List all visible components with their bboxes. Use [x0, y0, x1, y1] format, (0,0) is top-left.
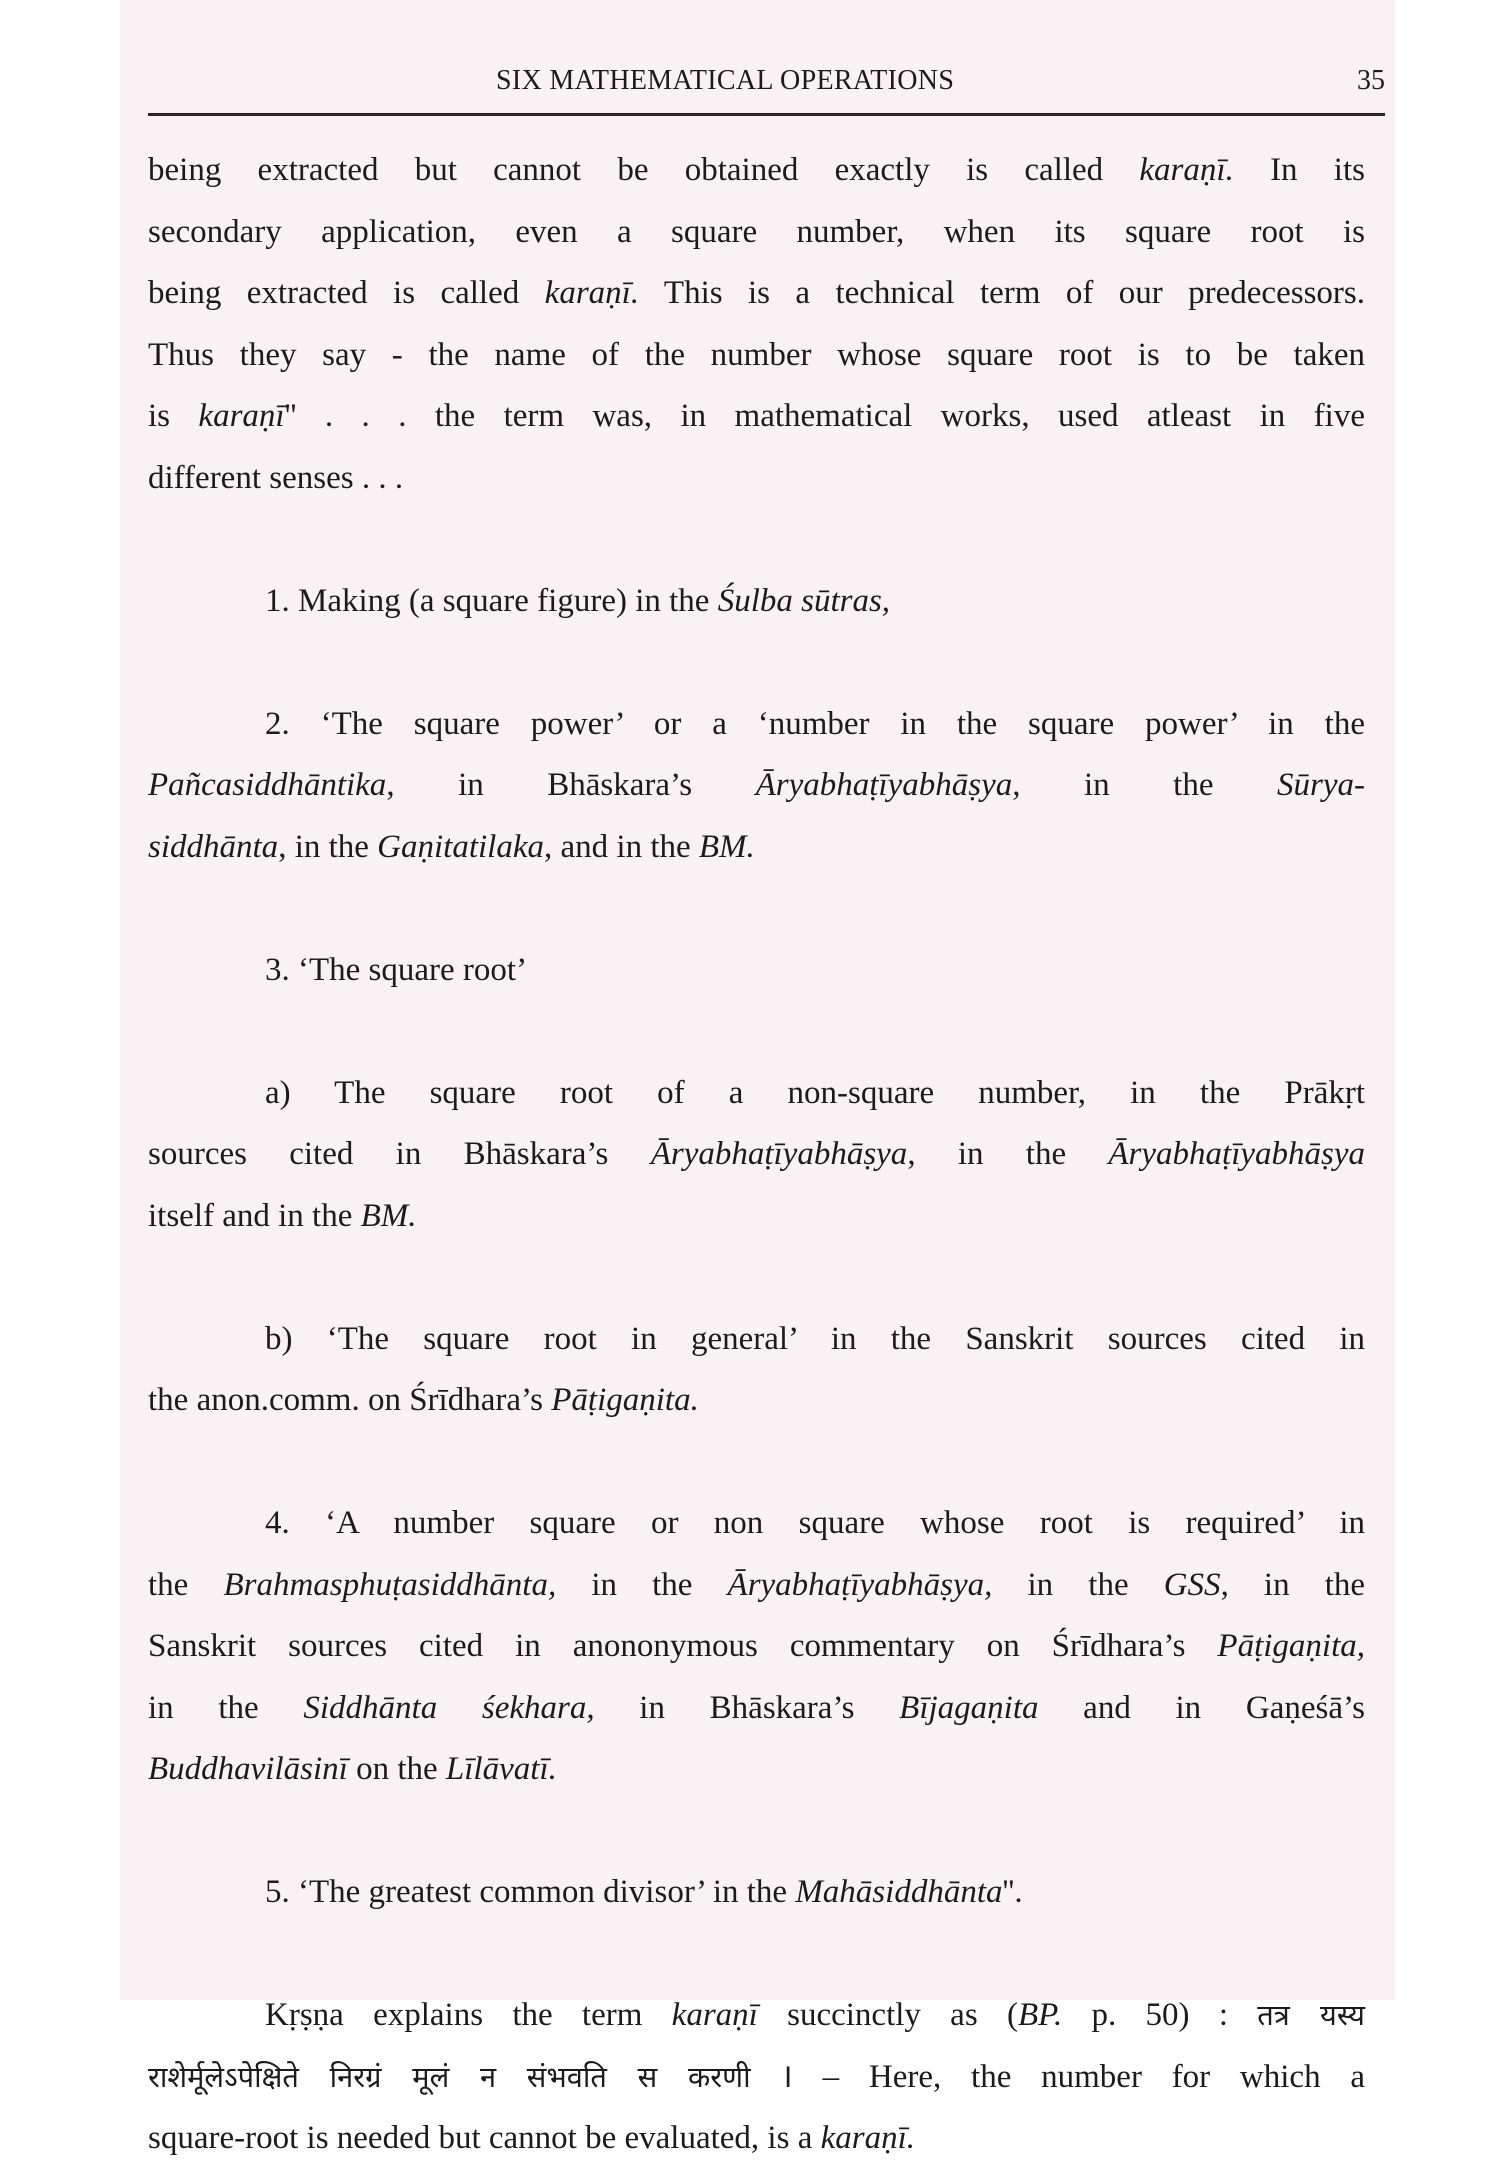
devanagari-quote: राशेर्मूलेऽपेक्षिते निरग्रं मूलं न संभवति स करणी: [148, 2059, 751, 2094]
running-head-title: SIX MATHEMATICAL OPERATIONS: [496, 65, 955, 96]
text-line: 4. ‘A number square or non square whose root is required’ in: [265, 1505, 1365, 1541]
text-line: राशेर्मूलेऽपेक्षिते निरग्रं मूलं न संभवति स करणी । – Here, the number for which a: [148, 2058, 1365, 2095]
text-line: b) ‘The square root in general’ in the Sanskrit sources cited in: [265, 1320, 1365, 1357]
paragraph-karani-definition: [148, 140, 1365, 509]
text-line: Buddhavilāsinī on the Līlāvatī.: [148, 1751, 557, 1787]
text-line: square-root is needed but cannot be evaluated, is a karaṇī.: [148, 2120, 916, 2156]
list-item-2: [148, 694, 1365, 879]
text-line: siddhānta, in the Gaṇitatilaka, and in the BM.: [148, 828, 755, 865]
text-line: 5. ‘The greatest common divisor’ in the Mahāsiddhānta''.: [265, 1874, 1023, 1910]
text-line: sources cited in Bhāskara’s Āryabhaṭīyabhāṣya, in the Āryabhaṭīyabhāṣya: [148, 1136, 1366, 1172]
running-header: [148, 65, 1385, 116]
list-item-1: [148, 571, 1365, 633]
text-line: secondary application, even a square number, when its square root is: [148, 213, 1365, 250]
text-line: the Brahmasphuṭasiddhānta, in the Āryabhaṭīyabhāṣya, in the GSS, in the: [148, 1566, 1366, 1603]
text-line: being extracted but cannot be obtained exactly is called karaṇī. In its: [148, 152, 1365, 188]
list-item-3b: [148, 1309, 1365, 1432]
list-item-3a: [148, 1063, 1365, 1248]
text-line: being extracted is called karaṇī. This is a technical term of our predecessors.: [148, 275, 1365, 311]
text-line: 3. ‘The square root’: [265, 951, 528, 988]
text-line: 1. Making (a square figure) in the Śulba sūtras,: [265, 582, 891, 619]
body-text: [148, 140, 1365, 2170]
text-line: 2. ‘The square power’ or a ‘number in the square power’ in the: [265, 705, 1365, 742]
text-line: Thus they say - the name of the number whose square root is to be taken: [148, 336, 1365, 373]
text-line: Sanskrit sources cited in anononymous commentary on Śrīdhara’s Pāṭigaṇita,: [148, 1628, 1365, 1664]
text-line: itself and in the BM.: [148, 1197, 417, 1234]
text-line: in the Siddhānta śekhara, in Bhāskara’s Bījagaṇita and in Gaṇeśā’s: [148, 1689, 1365, 1726]
list-item-5: [148, 1862, 1365, 1924]
page-number: 35: [1357, 65, 1385, 96]
list-item-4: [148, 1493, 1365, 1801]
text-line: a) The square root of a non-square number, in the Prākṛt: [265, 1074, 1365, 1111]
paragraph-krsna-explanation: [148, 1985, 1365, 2170]
list-item-3: [148, 940, 1365, 1002]
text-line: Kṛṣṇa explains the term karaṇī succinctly as (BP. p. 50) : तत्र यस्य: [265, 1997, 1365, 2033]
devanagari-quote: तत्र यस्य: [1257, 1998, 1365, 2032]
text-line: different senses . . .: [148, 459, 404, 496]
text-line: is karaṇī'' . . . the term was, in mathematical works, used atleast in five: [148, 398, 1365, 434]
text-line: the anon.comm. on Śrīdhara’s Pāṭigaṇita.: [148, 1382, 699, 1418]
text-line: Pañcasiddhāntika, in Bhāskara’s Āryabhaṭīyabhāṣya, in the Sūrya-: [148, 767, 1365, 803]
